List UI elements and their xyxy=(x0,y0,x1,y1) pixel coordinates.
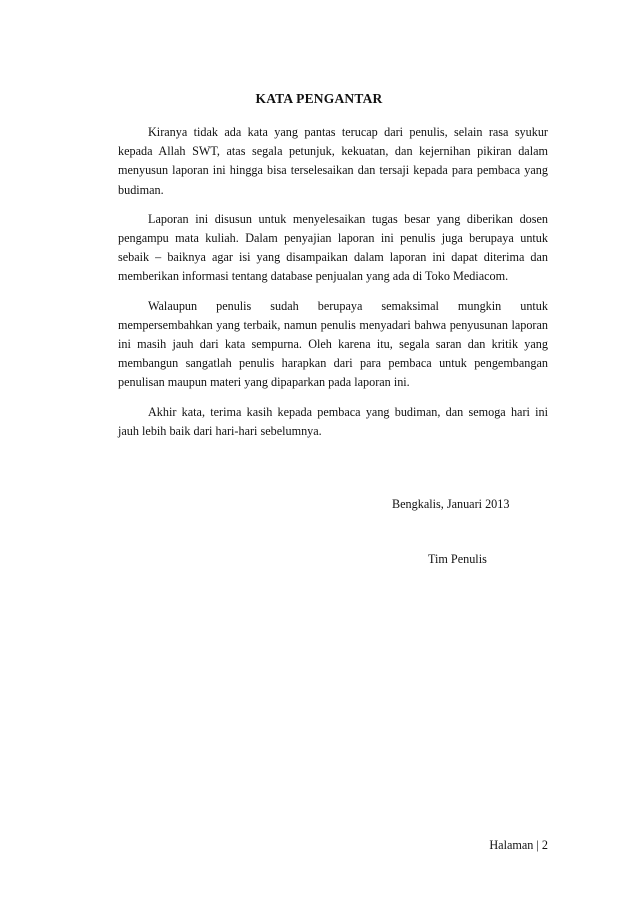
paragraph-2: Laporan ini disusun untuk menyelesaikan tugas besar yang diberikan dosen pengampu mata kuliah. Dalam penyajian laporan ini penulis juga berupaya untuk sebaik – baiknya agar isi yang disampaikan dalam laporan ini dapat diterima dan memberikan informasi tentang database penjualan yang ada di Toko Mediacom. xyxy=(118,211,548,284)
page-number: Halaman | 2 xyxy=(489,838,548,852)
page-title: KATA PENGANTAR xyxy=(255,91,383,106)
place-date: Bengkalis, Januari 2013 xyxy=(392,497,510,511)
paragraph-1: Kiranya tidak ada kata yang pantas terucap dari penulis, selain rasa syukur kepada Allah SWT, atas segala petunjuk, kekuatan, dan kejernihan pikiran dalam menyusun laporan ini hingga bisa terselesaikan dan tersaji kepada para pembaca yang budiman. xyxy=(118,125,548,197)
paragraph-4: Akhir kata, terima kasih kepada pembaca yang budiman, dan semoga hari ini jauh lebih baik dari hari-hari sebelumnya. xyxy=(118,404,548,438)
body-text xyxy=(118,123,548,451)
paragraph-3: Walaupun penulis sudah berupaya semaksimal mungkin untuk mempersembahkan yang terbaik, namun penulis menyadari bahwa penyusunan laporan ini masih jauh dari kata sempurna. Oleh karena itu, segala saran dan kritik yang membangun sangatlah penulis harapkan dari para pembaca untuk pengembangan penulisan maupun materi yang dipaparkan pada laporan ini. xyxy=(118,298,548,390)
author-signature: Tim Penulis xyxy=(428,552,487,566)
